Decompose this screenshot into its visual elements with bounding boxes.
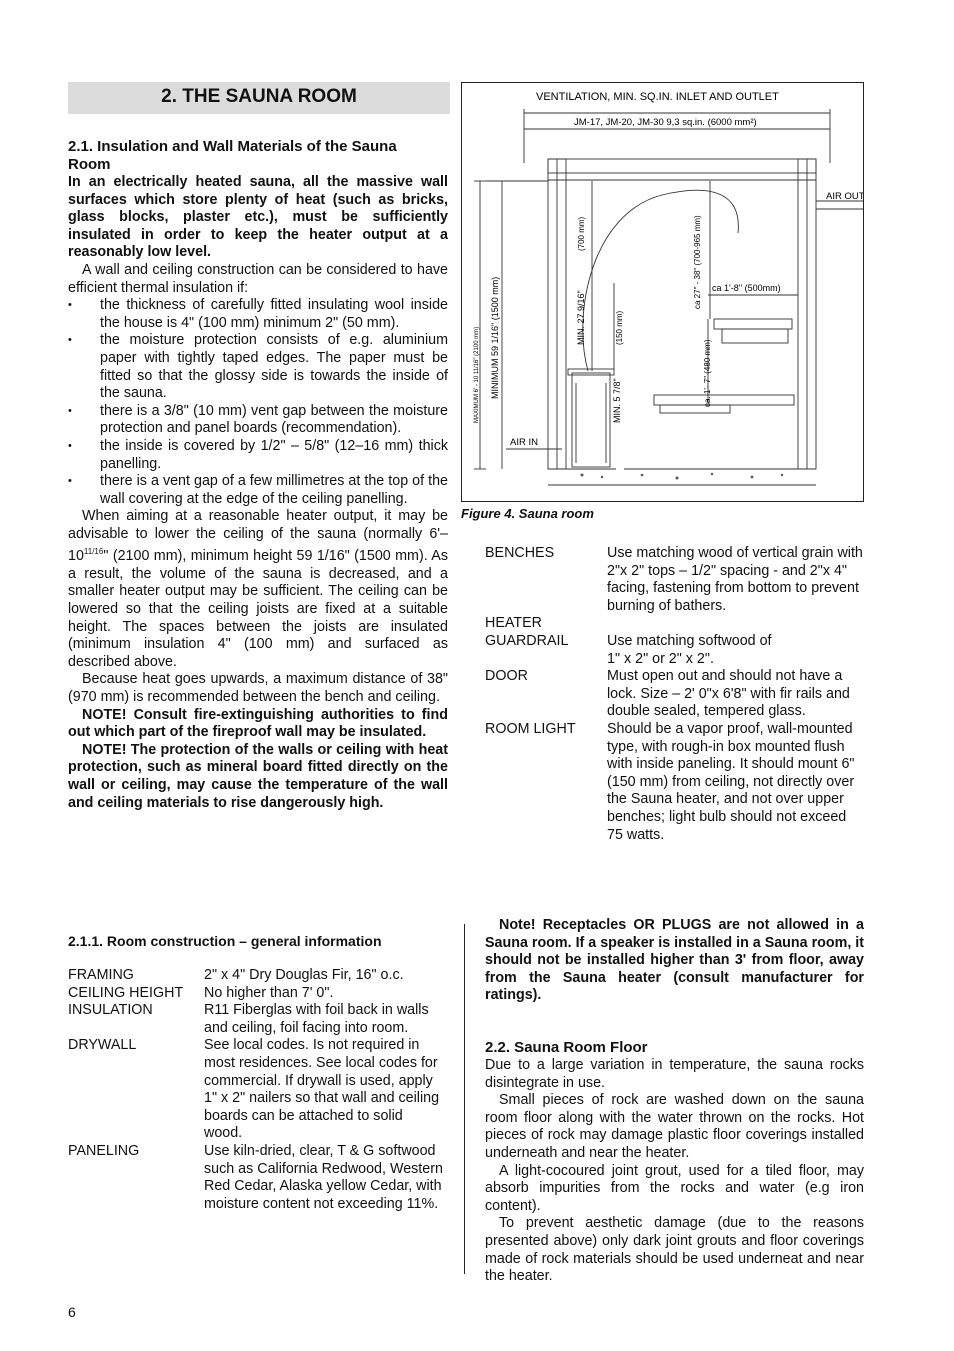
figure-caption: Figure 4. Sauna room <box>461 506 594 521</box>
table-row <box>485 615 865 633</box>
row-label: BENCHES <box>485 545 555 561</box>
min27-label: MIN. 27 9/16" <box>576 290 586 345</box>
table-row <box>485 668 865 721</box>
air-in-label: AIR IN <box>510 437 538 448</box>
row-label: DRYWALL <box>68 1037 137 1054</box>
insulation-list <box>68 297 448 508</box>
note-protection: NOTE! The protection of the walls or ceiling with heat protection, such as mineral board fitted directly on the wall or ceiling, may cause the temperature of the wall and ceiling materials to rise dangerously high. <box>68 741 448 811</box>
insulation-paragraph: A wall and ceiling construction can be considered to have efficient thermal insulation if: <box>68 261 448 296</box>
floor-paragraph-2: Small pieces of rock are washed down on the sauna room floor along with the water thrown on the rocks. Hot pieces of rock may damage plastic floor coverings installed underneath and near the heater. <box>485 1092 864 1161</box>
table-row <box>68 1002 450 1037</box>
ventilation-label: VENTILATION, MIN. SQ.IN. INLET AND OUTLET <box>536 91 779 103</box>
max-height-label: MAXIMUM 6' - 10 11/16" (2100 mm) <box>474 326 480 423</box>
table-row <box>485 633 865 668</box>
list-item: • there is a 3/8" (10 mm) vent gap between the moisture protection and panel boards (recommendation). <box>68 403 448 438</box>
row-text: See local codes. Is not required in most residences. See local codes for commercial. If drywall is used, apply 1" x 2" nailers so that wall and ceiling boards can be attached to solid wood. <box>204 1037 440 1142</box>
floor-paragraph-4: To prevent aesthetic damage (due to the reasons presented above) only dark joint grouts and floor coverings made of rock materials should be used underneat and near the heater. <box>485 1215 864 1285</box>
note-fireproof: NOTE! Consult fire-extinguishing authorities to find out which part of the fireproof wall may be insulated. <box>68 706 448 741</box>
floor-paragraph-3: A light-cocoured joint grout, used for a tiled floor, may absorb impurities from the rocks and water (e.g iron content). <box>485 1162 864 1214</box>
intro-paragraph: In an electrically heated sauna, all the massive wall surfaces which store plenty of heat (such as bricks, glass blocks, plaster etc.), must be sufficiently insulated in order to keep the heater output at a reasonably low level. <box>68 174 448 261</box>
section-2-1-1 <box>68 932 450 1213</box>
row-label: PANELING <box>68 1142 140 1159</box>
table-row <box>68 1037 450 1143</box>
mm700-label: (700 mm) <box>577 216 586 251</box>
heading-2-1: 2.1. Insulation and Wall Materials of the Sauna Room <box>68 138 397 173</box>
section-title: 2. THE SAUNA ROOM <box>68 82 450 114</box>
table-row <box>485 545 865 615</box>
list-item: • there is a vent gap of a few millimetres at the top of the wall covering at the edge of the ceiling panelling. <box>68 473 448 508</box>
row-label: GUARDRAIL <box>485 632 569 649</box>
section-2-1 <box>68 138 448 812</box>
ceiling-paragraph <box>68 508 448 671</box>
ca27-label: ca 27" - 38" (700-965 mm) <box>693 215 702 309</box>
row-label: HEATER <box>485 615 542 632</box>
row-text: Should be a vapor proof, wall-mounted type, with rough-in box mounted flush with inside paneling. It should mount 6" (150 mm) from ceiling, not directly over the Sauna heater, and not over upper benches; light bulb should not exceed 75 watts. <box>607 720 855 843</box>
ca18-label: ca 1'-8'' (500mm) <box>712 283 781 293</box>
row-label: FRAMING <box>68 967 134 983</box>
list-item: • the moisture protection consists of e.g. aluminium paper with tightly taped edges. The paper must be fitted so that the glossy side is towards the inside of the sauna. <box>68 332 448 402</box>
row-text: Use matching wood of vertical grain with 2"x 2" tops – 1/2" spacing - and 2"x 4" facing, fastening from bottom to prevent burning of bathers. <box>607 545 863 614</box>
ceiling-text-b: " (2100 mm), minimum height 59 1/16" (1500 mm). As a result, the volume of the sauna is decreased, and a smaller heater output may be sufficient. The ceiling can be lowered so that the ceiling joists are fixed at a suitable height. The spaces between the joists are insulated (minimum insulation 4" (100 mm) and surfaced as described above. <box>68 548 448 670</box>
row-text: 2" x 4" Dry Douglas Fir, 16" o.c. <box>204 967 404 983</box>
ceiling-text-a: When aiming at a reasonable heater output, it may be advisable to lower the ceiling of the sauna (normally 6'–10 <box>68 508 448 565</box>
min-height-label: MINIMUM 59 1/16" (1500 mm) <box>490 276 500 399</box>
floor-paragraph-1: Due to a large variation in temperature, the sauna rocks disintegrate in use. <box>485 1057 864 1091</box>
table-row <box>68 985 450 1003</box>
construction-table <box>68 967 450 1213</box>
row-text: Use kiln-dried, clear, T & G softwood such as California Redwood, Western Red Cedar, Alaska yellow Cedar, with moisture content not exceeding 11%. <box>204 1142 443 1212</box>
min5-label: MIN. 5 7/8" <box>612 378 622 423</box>
row-label: CEILING HEIGHT <box>68 984 184 1001</box>
sauna-diagram <box>462 83 863 501</box>
row-text: No higher than 7' 0". <box>204 984 334 1001</box>
bench-paragraph: Because heat goes upwards, a maximum distance of 38" (970 mm) is recommended between the bench and ceiling. <box>68 671 448 705</box>
table-row <box>485 721 865 844</box>
heading-2-2: 2.2. Sauna Room Floor <box>485 1039 648 1056</box>
air-out-label: AIR OUT <box>826 191 863 202</box>
page-number: 6 <box>68 1304 76 1320</box>
row-label: INSULATION <box>68 1002 153 1019</box>
row-label: ROOM LIGHT <box>485 720 576 737</box>
table-row <box>68 967 450 985</box>
row-text: Must open out and should not have a lock. Size – 2' 0"x 6'8" with fir rails and double sealed, tempered glass. <box>607 668 850 720</box>
ca17-label: ca. 1'- 7" (480 mm) <box>703 339 712 407</box>
row-text <box>607 615 865 633</box>
sauna-room-figure <box>461 82 864 502</box>
ceiling-sup: 11/16 <box>83 547 104 557</box>
room-specs-table <box>485 545 865 844</box>
column-divider <box>464 924 465 1274</box>
row-text: R11 Fiberglas with foil back in walls and ceiling, foil facing into room. <box>204 1002 429 1036</box>
table-row <box>68 1143 450 1213</box>
list-item: • the thickness of carefully fitted insulating wool inside the house is 4" (100 mm) minimum 2" (50 mm). <box>68 297 448 332</box>
row-label: DOOR <box>485 668 528 685</box>
heading-2-1-1: 2.1.1. Room construction – general information <box>68 933 382 949</box>
models-label: JM-17, JM-20, JM-30 9,3 sq.in. (6000 mm²) <box>574 117 757 128</box>
list-item: • the inside is covered by 1/2" – 5/8" (12–16 mm) thick panelling. <box>68 438 448 473</box>
mm150-label: (150 mm) <box>615 310 624 345</box>
section-2-2 <box>485 1039 864 1286</box>
note-receptacles: Note! Receptacles OR PLUGS are not allowed in a Sauna room. If a speaker is installed in a Sauna room, it should not be installed higher than 3' from floor, away from the Sauna heater (consult manufacturer for ratings). <box>485 917 864 1004</box>
row-text: Use matching softwood of 1" x 2" or 2" x 2". <box>607 632 772 667</box>
